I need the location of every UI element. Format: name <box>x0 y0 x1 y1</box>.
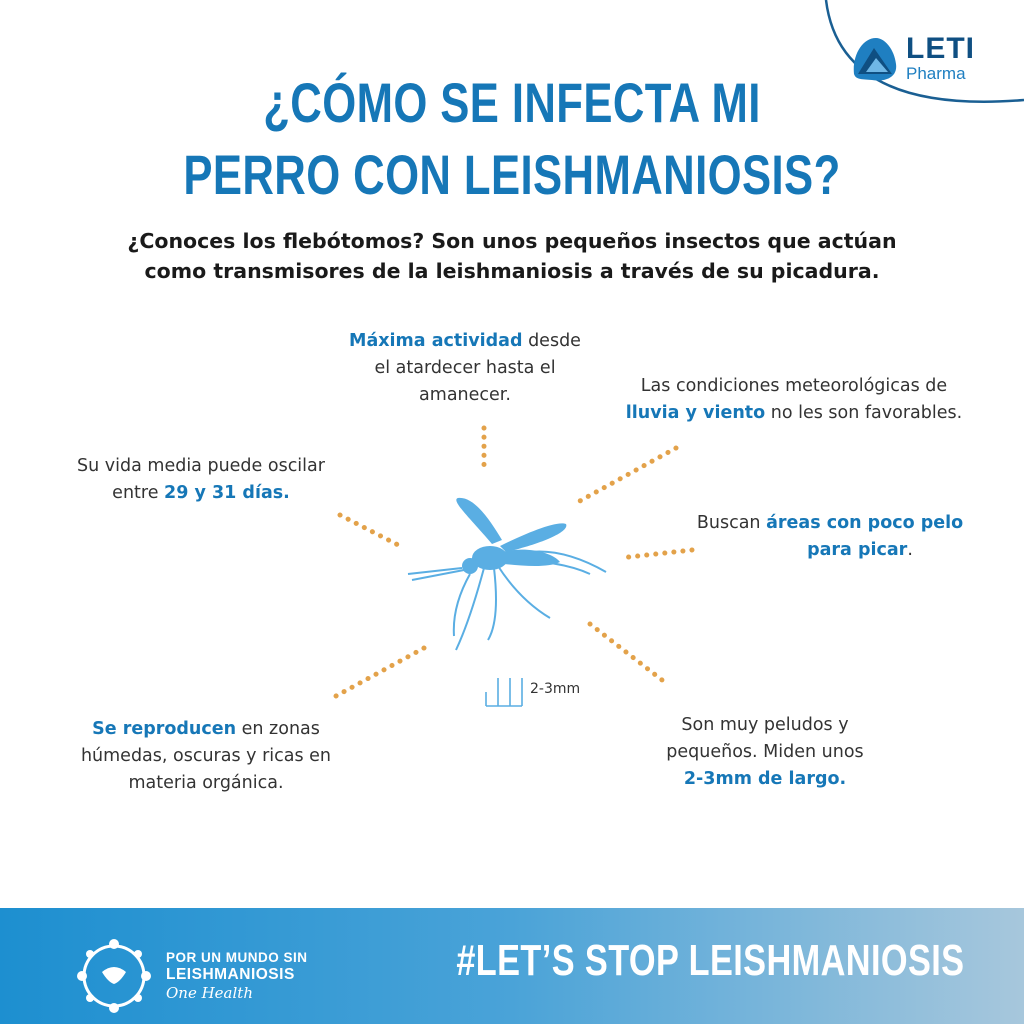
fact-lifespan-highlight: 29 y 31 días. <box>164 483 290 503</box>
fact-areas-highlight-2: para picar <box>807 540 908 560</box>
fact-reproduce-line-2: húmedas, oscuras y ricas en <box>80 746 332 766</box>
subtitle-line-2: como transmisores de la leishmaniosis a través de su picadura. <box>144 259 880 283</box>
fact-size-highlight: 2-3mm de largo. <box>683 769 847 789</box>
dotted-ray-left <box>340 515 404 548</box>
page-title-line-2: PERRO CON LEISHMANIOSIS? <box>183 143 841 206</box>
fact-weather-text: no les son favorables. <box>765 403 963 423</box>
dotted-ray-right <box>620 550 692 558</box>
fact-activity-highlight: Máxima actividad <box>349 331 523 351</box>
ruler-icon <box>486 678 522 706</box>
fact-areas-highlight-1: áreas con poco pelo <box>766 513 964 533</box>
fact-activity-text: desde <box>522 331 581 351</box>
fact-lifespan-line-1: Su vida media puede oscilar <box>77 456 325 476</box>
scale-label: 2-3mm <box>530 681 581 697</box>
brand-name: LETI <box>906 32 975 65</box>
hashtag: #LET’S STOP LEISHMANIOSIS <box>455 936 964 985</box>
campaign-line-2: LEISHMANIOSIS <box>166 966 295 983</box>
dotted-ray-top-right <box>578 448 676 502</box>
fact-activity-line-2: el atardecer hasta el <box>374 358 556 378</box>
brand-sub: Pharma <box>906 64 966 83</box>
fact-reproduce-highlight: Se reproducen <box>92 719 237 739</box>
one-health-globe-icon <box>72 932 156 1016</box>
fact-areas-text: Buscan <box>696 513 767 533</box>
subtitle-line-1: ¿Conoces los flebótomos? Son unos pequeños insectos que actúan <box>127 229 897 253</box>
fact-reproduce-line-3: materia orgánica. <box>128 773 284 793</box>
fact-weather-highlight: lluvia y viento <box>625 403 766 423</box>
fact-weather-line-1: Las condiciones meteorológicas de <box>640 376 948 396</box>
dotted-ray-bottom-left <box>336 648 424 696</box>
fact-size-line-2: pequeños. Miden unos <box>666 742 864 762</box>
mosquito-icon <box>408 498 606 650</box>
fact-activity-line-3: amanecer. <box>419 385 511 405</box>
fact-reproduce-text: en zonas <box>236 719 320 739</box>
fact-size-line-1: Son muy peludos y <box>681 715 849 735</box>
dotted-ray-bottom-right <box>590 624 662 680</box>
fact-areas-period: . <box>907 540 913 560</box>
campaign-line-1: POR UN MUNDO SIN <box>166 950 308 965</box>
fact-lifespan-text: entre <box>112 483 165 503</box>
campaign-line-3: One Health <box>166 984 253 1002</box>
page-title-line-1: ¿CÓMO SE INFECTA MI <box>263 71 761 134</box>
